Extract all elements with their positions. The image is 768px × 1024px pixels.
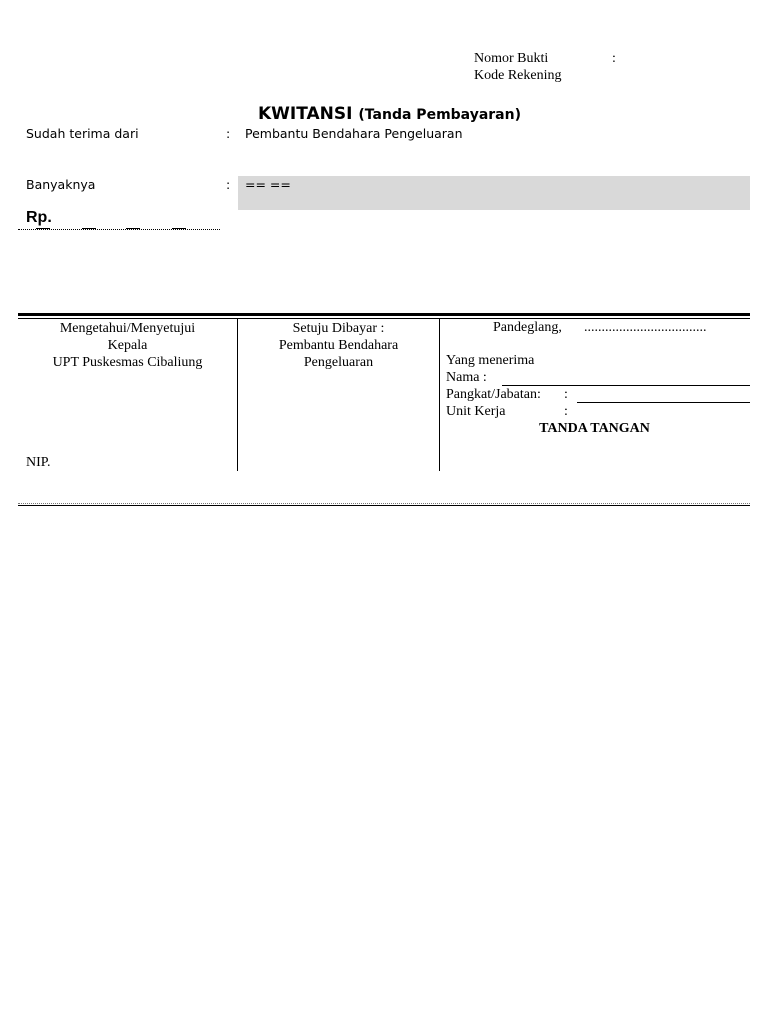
terima-colon: : xyxy=(226,126,231,141)
nama-label: Nama : xyxy=(446,370,487,385)
payer-column xyxy=(238,320,439,371)
unit-kerja-label: Unit Kerja xyxy=(446,404,506,419)
nomor-bukti-label: Nomor Bukti xyxy=(474,51,549,66)
receipt-title-main: KWITANSI xyxy=(258,104,353,124)
rp-line-seg-1 xyxy=(36,228,50,229)
date-placeholder: ................................... xyxy=(584,320,707,335)
payer-line-1: Setuju Dibayar : xyxy=(292,321,385,336)
banyaknya-value: == == xyxy=(245,177,291,192)
unit-kerja-colon: : xyxy=(564,404,568,419)
rp-line-seg-2 xyxy=(82,228,96,229)
rp-amount-line xyxy=(18,229,220,230)
approver-column xyxy=(18,320,237,371)
table-top-border xyxy=(18,313,750,316)
receipt-title xyxy=(258,104,521,124)
terima-value: Pembantu Bendahara Pengeluaran xyxy=(245,126,463,141)
approver-line-3: UPT Puskesmas Cibaliung xyxy=(52,355,203,370)
rp-label: Rp. xyxy=(26,209,52,226)
rp-line-seg-4 xyxy=(172,228,186,229)
kode-rekening-label: Kode Rekening xyxy=(474,68,562,83)
approver-line-2: Kepala xyxy=(107,338,148,353)
table-top-border-thin xyxy=(18,318,750,319)
receiver-label: Yang menerima xyxy=(446,353,535,368)
banyaknya-colon: : xyxy=(226,177,231,192)
receipt-title-sub: (Tanda Pembayaran) xyxy=(358,107,521,123)
pangkat-label: Pangkat/Jabatan: xyxy=(446,387,541,402)
rp-line-seg-3 xyxy=(126,228,140,229)
pangkat-underline xyxy=(577,402,750,403)
nomor-bukti-colon: : xyxy=(612,51,616,66)
signature-label: TANDA TANGAN xyxy=(539,421,650,436)
pangkat-colon: : xyxy=(564,387,568,402)
approver-line-1: Mengetahui/Menyetujui xyxy=(59,321,196,336)
terima-label: Sudah terima dari xyxy=(26,126,139,141)
amount-words-box xyxy=(238,176,750,210)
bottom-dotted-line xyxy=(18,503,750,504)
place-label: Pandeglang, xyxy=(493,320,562,335)
table-divider-2 xyxy=(439,319,440,471)
nip-label: NIP. xyxy=(26,455,51,470)
banyaknya-label: Banyaknya xyxy=(26,177,96,192)
bottom-border xyxy=(18,505,750,506)
payer-line-3: Pengeluaran xyxy=(303,355,374,370)
nama-underline xyxy=(502,385,750,386)
payer-line-2: Pembantu Bendahara xyxy=(278,338,399,353)
